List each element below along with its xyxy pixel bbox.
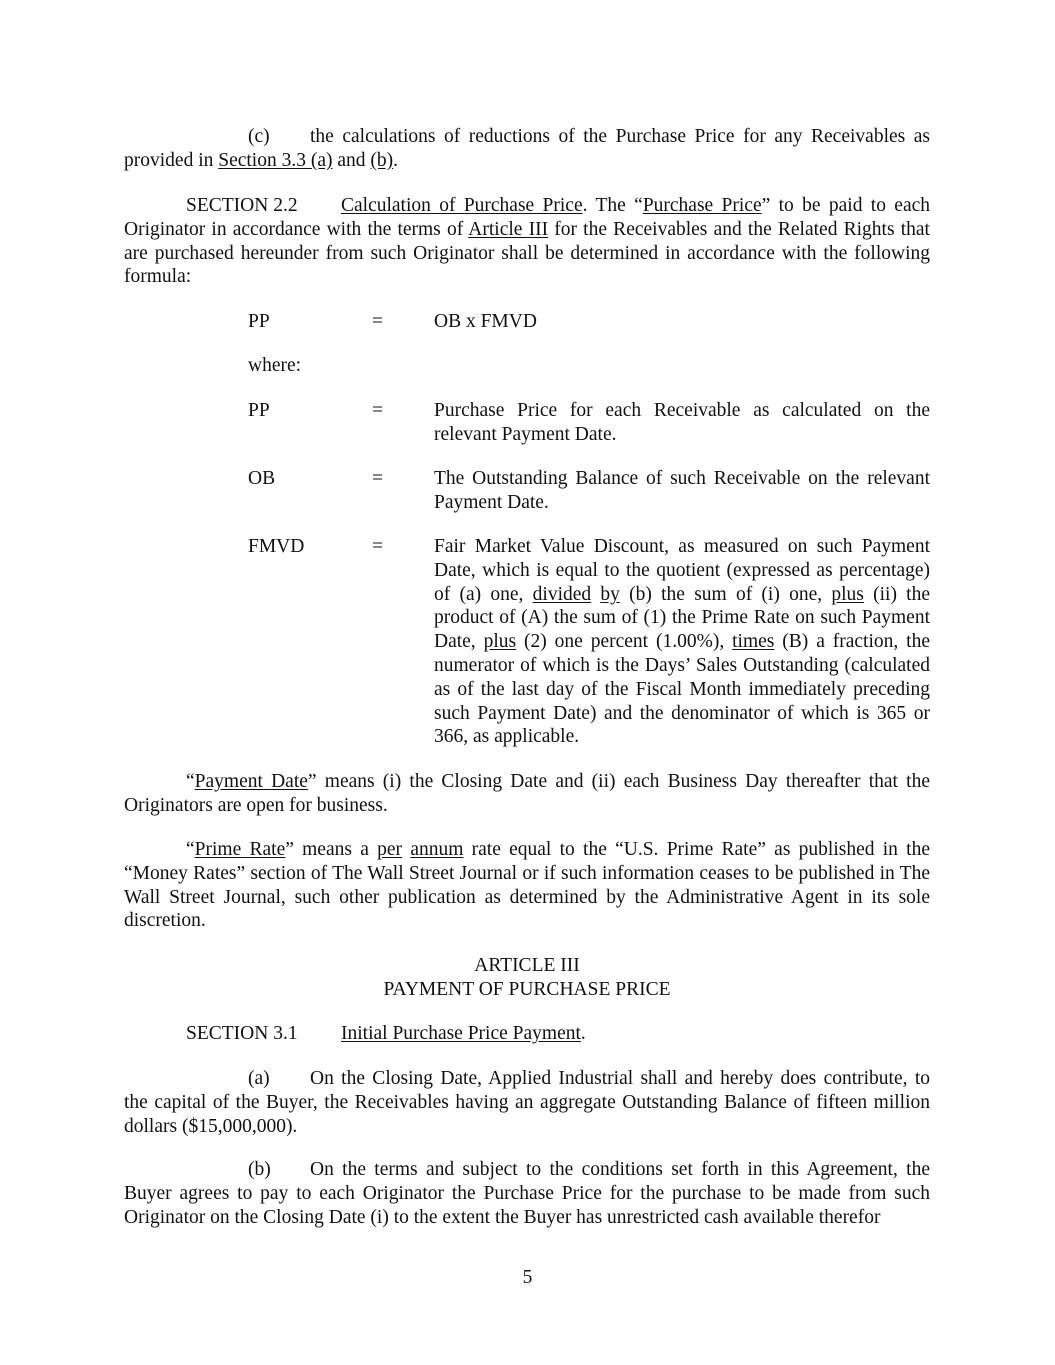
formula-definition: Fair Market Value Discount, as measured on such Payment Date, which is equal to the quotient (expressed as percentage) of (a) one, divided by (b) the sum of (i) one, plus (ii) the product of (A) the sum of (1) the Prime Rate on such Payment Date, plus (2) one percent (1.00%), times (B) a fraction, the numerator of which is the Days’ Sales Outstanding (calculated as of the last day of the Fiscal Month immediately preceding such Payment Date) and the denominator of which is 365 or 366, as applicable.	[434, 536, 931, 748]
where-label: where:	[248, 355, 302, 376]
article-subtitle: PAYMENT OF PURCHASE PRICE	[383, 979, 671, 1000]
formula-main	[248, 310, 930, 334]
payment-date-term: Payment Date	[194, 771, 308, 792]
article-iii-reference: Article III	[468, 218, 549, 240]
annum-term: annum	[410, 839, 464, 860]
section-3-3a-reference: Section 3.3 (a)	[218, 149, 333, 171]
divided-term: divided	[532, 583, 592, 605]
section-3-1-heading: Initial Purchase Price Payment	[341, 1023, 581, 1044]
formula-term: PP	[248, 311, 270, 332]
section-b-reference: (b)	[370, 149, 394, 171]
formula-equals: =	[372, 468, 383, 489]
section-2-2-heading: Calculation of Purchase Price	[341, 195, 583, 216]
formula-equals: =	[372, 311, 383, 332]
section-2-2: SECTION 2.2 Calculation of Purchase Price. The “Purchase Price” to be paid to each Originator in accordance with the terms of Article III for the Receivables and the Related Rights that are purchased hereunder from such Originator shall be determined in accordance with the following formula:	[124, 195, 931, 288]
section-3-1-number: SECTION 3.1	[186, 1023, 298, 1044]
prime-rate-definition: “Prime Rate” means a per annum rate equal to the “U.S. Prime Rate” as published in the “Money Rates” section of The Wall Street Journal or if such information ceases to be published in The Wall Street Journal, such other publication as determined by the Administrative Agent in its sole discretion.	[124, 839, 930, 932]
per-term: per	[377, 839, 403, 860]
by-term: by	[600, 583, 620, 605]
formula-term: FMVD	[248, 536, 305, 557]
paragraph-c-label: (c)	[248, 126, 270, 147]
paragraph-3-1-a: (a) On the Closing Date, Applied Industrial shall and hereby does contribute, to the capital of the Buyer, the Receivables having an aggregate Outstanding Balance of fifteen million dollars ($15,000,000).	[124, 1068, 930, 1137]
formula-equals: =	[372, 400, 383, 421]
page-number: 5	[522, 1267, 533, 1288]
plus-term: plus	[831, 583, 864, 605]
formula-pp-row	[248, 399, 930, 447]
formula-term: OB	[248, 468, 276, 489]
formula-fmvd-row	[248, 535, 930, 751]
paragraph-3-1-b: (b) On the terms and subject to the conditions set forth in this Agreement, the Buyer agrees to pay to each Originator the Purchase Price for the purchase to be made from such Originator on the Closing Date (i) to the extent the Buyer has unrestricted cash available therefor	[124, 1159, 930, 1228]
paragraph-label: (a)	[248, 1068, 270, 1089]
formula-term: PP	[248, 400, 270, 421]
payment-date-definition: “Payment Date” means (i) the Closing Date and (ii) each Business Day thereafter that the Originators are open for business.	[124, 771, 930, 816]
section-3-1: SECTION 3.1 Initial Purchase Price Payment.	[186, 1023, 586, 1044]
formula-definition: Purchase Price for each Receivable as calculated on the relevant Payment Date.	[434, 400, 930, 445]
prime-rate-term: Prime Rate	[194, 839, 286, 860]
purchase-price-term: Purchase Price	[642, 195, 762, 216]
formula-definition: OB x FMVD	[434, 311, 537, 332]
times-term: times	[732, 631, 775, 653]
formula-where	[248, 354, 930, 378]
formula-definition: The Outstanding Balance of such Receivable on the relevant Payment Date.	[434, 468, 930, 513]
formula-ob-row	[248, 467, 930, 515]
article-title: ARTICLE III	[474, 955, 580, 976]
paragraph-c: (c) the calculations of reductions of the Purchase Price for any Receivables as provided in Section 3.3 (a) and (b).	[124, 126, 930, 171]
paragraph-label: (b)	[248, 1159, 271, 1180]
plus-term: plus	[483, 631, 517, 653]
formula-equals: =	[372, 536, 383, 557]
section-2-2-number: SECTION 2.2	[186, 195, 298, 216]
